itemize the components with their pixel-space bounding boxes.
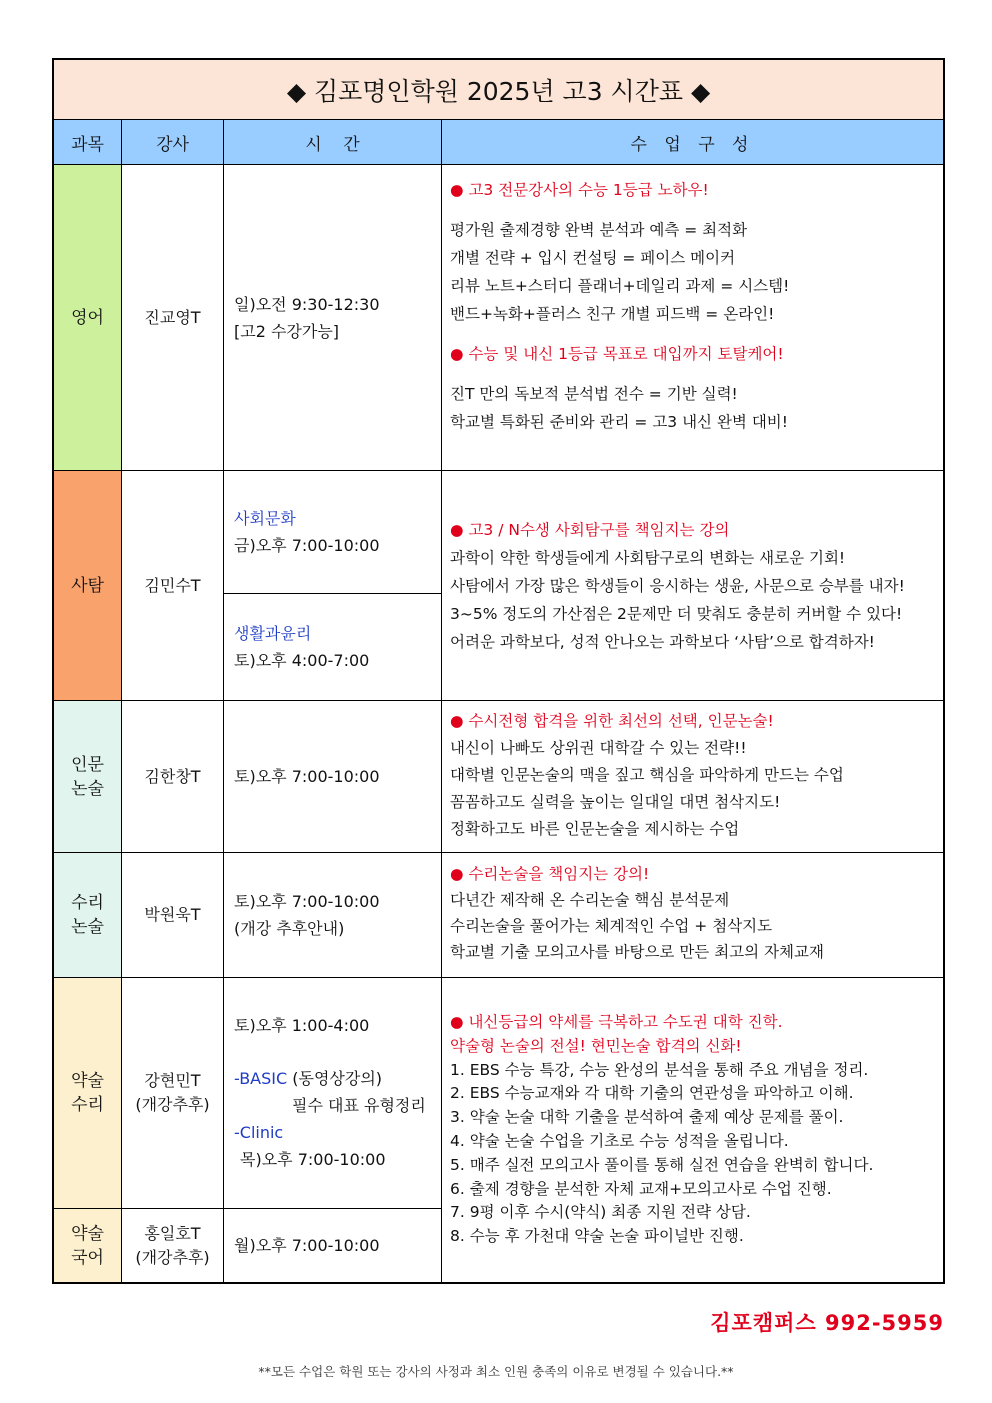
header-subject: 과목	[54, 120, 121, 164]
content-line	[450, 204, 951, 216]
subject-math-essay: 수리 논술	[54, 853, 121, 977]
teacher-yaksul-math: 강현민T (개강추후)	[135, 1071, 210, 1114]
content-line: 밴드+녹화+플러스 친구 개별 피드백 = 온라인!	[450, 305, 775, 323]
content-yaksul	[442, 1011, 951, 1249]
content-math-essay	[442, 861, 951, 965]
clinic-label: -Clinic	[234, 1123, 284, 1142]
content-line: 3~5% 정도의 가산점은 2문제만 더 맞춰도 충분히 커버할 수 있다!	[450, 605, 903, 623]
timetable	[52, 58, 945, 1284]
content-line: 내신이 나빠도 상위권 대학갈 수 있는 전략!!	[450, 739, 747, 757]
content-line: 평가원 출제경향 완벽 분석과 예측 = 최적화	[450, 221, 748, 239]
basic-note: (동영상강의)	[287, 1069, 383, 1088]
content-line: 7. 9평 이후 수시(약식) 최종 지원 전략 상담.	[450, 1203, 751, 1222]
content-line: 4. 약술 논술 수업을 기초로 수능 성적을 올립니다.	[450, 1131, 789, 1150]
time-english	[224, 165, 451, 470]
content-line: ● 수능 및 내신 1등급 목표로 대입까지 토탈케어!	[450, 345, 784, 363]
content-social	[442, 516, 951, 656]
time-yaksul-math-main: 토)오후 1:00-4:00	[234, 1016, 370, 1035]
content-line: 개별 전략 + 입시 컨설팅 = 페이스 메이커	[450, 249, 736, 267]
content-line: 사탐에서 가장 많은 학생들이 응시하는 생윤, 사문으로 승부를 내자!	[450, 577, 905, 595]
time-math-essay-line-1: 토)오후 7:00-10:00	[234, 892, 380, 911]
time-math-essay	[224, 853, 451, 977]
time-english-line-1: 일)오전 9:30-12:30	[234, 294, 380, 314]
time-humanities-line-1: 토)오후 7:00-10:00	[234, 767, 380, 786]
time-english-line-2: [고2 수강가능]	[234, 321, 340, 341]
title-text: ◆ 김포명인학원 2025년 고3 시간표 ◆	[286, 76, 711, 106]
subject-social: 사탐	[54, 471, 121, 700]
time-social-1	[224, 471, 451, 593]
time-social-value-1: 금)오후 7:00-10:00	[234, 536, 380, 555]
content-line: 정확하고도 바른 인문논술을 제시하는 수업	[450, 820, 740, 838]
subject-yaksul-math: 약술 수리	[54, 978, 121, 1208]
content-humanities	[442, 708, 951, 843]
content-line: ● 고3 전문강사의 수능 1등급 노하우!	[450, 181, 709, 199]
header-teacher: 강사	[122, 120, 223, 164]
content-line	[450, 328, 951, 340]
time-yaksul-math	[224, 978, 451, 1242]
basic-label: -BASIC	[234, 1069, 288, 1088]
content-line: 진T 만의 독보적 분석법 전수 = 기반 실력!	[450, 385, 738, 403]
content-line: ● 고3 / N수생 사회탐구를 책임지는 강의	[450, 521, 730, 539]
time-humanities	[224, 701, 451, 852]
time-social-label-1: 사회문화	[234, 509, 296, 528]
subject-yaksul-korean: 약술 국어	[54, 1209, 121, 1282]
content-line: 약술형 논술의 전설! 현민논술 합격의 신화!	[450, 1036, 742, 1055]
time-social-value-2: 토)오후 4:00-7:00	[234, 651, 370, 670]
content-line	[450, 368, 951, 380]
campus-phone: 김포캠퍼스 992-5959	[710, 1311, 944, 1335]
content-english	[442, 176, 951, 436]
footer-note: **모든 수업은 학원 또는 강사의 사정과 최소 인원 충족의 이유로 변경될 수 있습니다.**	[258, 1364, 734, 1379]
teacher-english: 진교영T	[144, 307, 201, 327]
clinic-time: 목)오후 7:00-10:00	[240, 1150, 386, 1169]
content-line: 과학이 약한 학생들에게 사회탐구로의 변화는 새로운 기회!	[450, 549, 846, 567]
time-yaksul-korean	[224, 1209, 451, 1282]
content-line: ● 수리논술을 책임지는 강의!	[450, 865, 650, 883]
content-line: 5. 매주 실전 모의고사 풀이를 통해 실전 연습을 완벽히 합니다.	[450, 1155, 874, 1174]
header-time: 시 간	[224, 120, 441, 164]
time-math-essay-line-2: (개강 추후안내)	[234, 919, 345, 938]
time-social-label-2: 생활과윤리	[234, 624, 312, 643]
content-line: 1. EBS 수능 특강, 수능 완성의 분석을 통해 주요 개념을 정리.	[450, 1060, 869, 1079]
content-line: ● 내신등급의 약세를 극복하고 수도권 대학 진학.	[450, 1013, 783, 1031]
content-line: 꼼꼼하고도 실력을 높이는 일대일 대면 첨삭지도!	[450, 793, 781, 811]
content-line: ● 수시전형 합격을 위한 최선의 선택, 인문논술!	[450, 712, 774, 730]
content-line: 학교별 기출 모의고사를 바탕으로 만든 최고의 자체교재	[450, 943, 824, 961]
teacher-humanities: 김한창T	[144, 766, 201, 786]
time-social-2	[224, 594, 451, 700]
content-line: 수리논술을 풀어가는 체계적인 수업 + 첨삭지도	[450, 917, 773, 935]
content-line: 2. EBS 수능교재와 각 대학 기출의 연관성을 파악하고 이해.	[450, 1084, 854, 1103]
content-line: 리뷰 노트+스터디 플래너+데일리 과제 = 시스템!	[450, 277, 790, 295]
content-line: 6. 출제 경향을 분석한 자체 교재+모의고사로 수업 진행.	[450, 1179, 832, 1198]
time-yaksul-korean-line-1: 월)오후 7:00-10:00	[234, 1236, 380, 1255]
content-line: 다년간 제작해 온 수리논술 핵심 분석문제	[450, 891, 730, 909]
content-line: 학교별 특화된 준비와 관리 = 고3 내신 완벽 대비!	[450, 413, 788, 431]
subject-english: 영어	[54, 165, 121, 470]
teacher-yaksul-korean: 홍일호T (개강추후)	[135, 1223, 210, 1267]
content-line: 8. 수능 후 가천대 약술 논술 파이널반 진행.	[450, 1227, 744, 1246]
subject-humanities: 인문 논술	[54, 701, 121, 852]
page-title	[54, 60, 943, 119]
content-line: 3. 약술 논술 대학 기출을 분석하여 출제 예상 문제를 풀이.	[450, 1108, 844, 1127]
header-content: 수 업 구 성	[442, 120, 943, 164]
teacher-social: 김민수T	[144, 575, 201, 595]
teacher-math-essay: 박원욱T	[144, 905, 201, 924]
content-line: 어려운 과학보다, 성적 안나오는 과학보다 ‘사탐’으로 합격하자!	[450, 633, 875, 651]
content-line: 대학별 인문논술의 맥을 짚고 핵심을 파악하게 만드는 수업	[450, 766, 844, 784]
basic-sub: 필수 대표 유형정리	[292, 1096, 426, 1115]
